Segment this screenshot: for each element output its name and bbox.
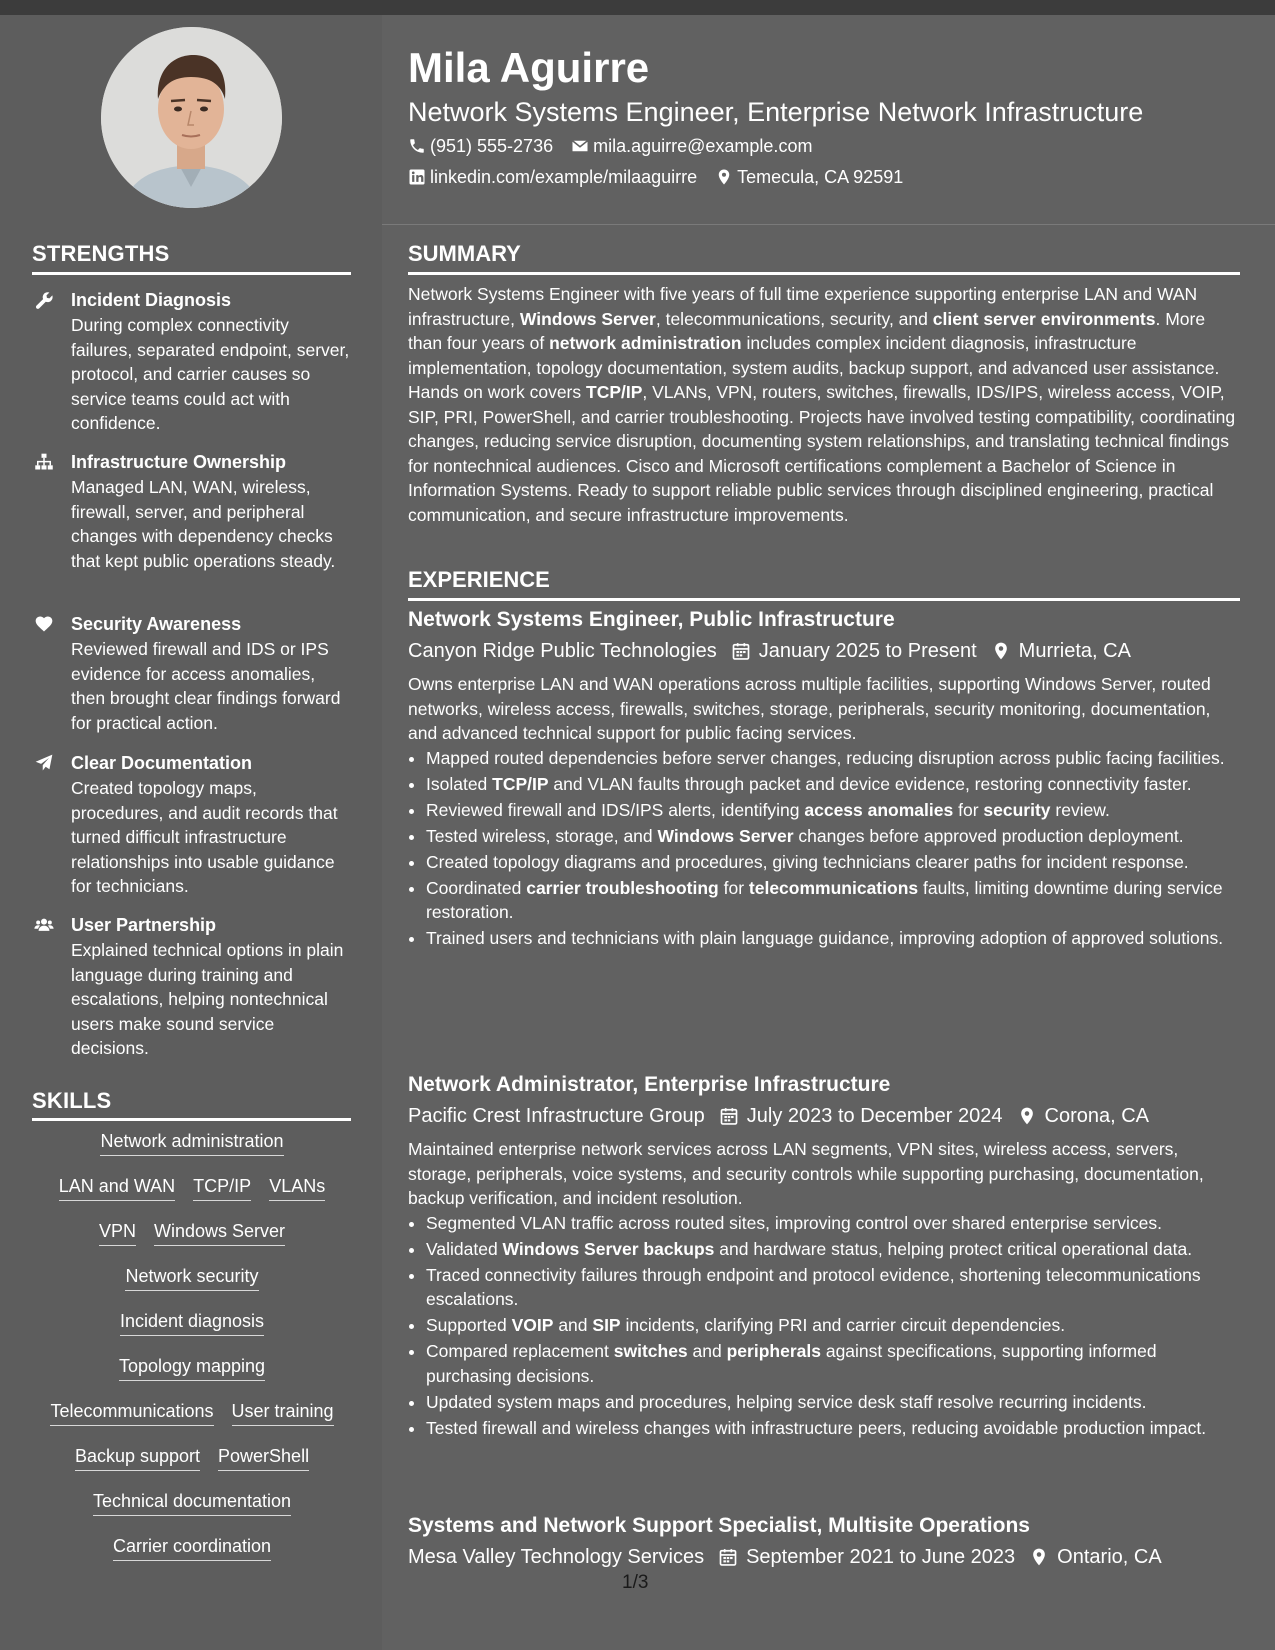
job-bullet: • Isolated TCP/IP and VLAN faults through packet and device evidence, restoring connectivity faster. — [426, 772, 1240, 797]
envelope-icon — [571, 137, 589, 155]
job-location: Ontario, CA — [1057, 1546, 1162, 1568]
map-pin-icon — [1029, 1547, 1049, 1567]
job-title: Systems and Network Support Specialist, Multisite Operations — [408, 1514, 1030, 1537]
phone-item[interactable] — [408, 134, 553, 158]
job-entry — [408, 1071, 1240, 1442]
job-bullet: • Reviewed firewall and IDS/IPS alerts, identifying access anomalies for security review. — [426, 798, 1240, 823]
strength-title: User Partnership — [71, 915, 217, 935]
phone-text: (951) 555-2736 — [430, 136, 554, 156]
job-description: Maintained enterprise network services across LAN segments, VPN sites, wireless access, servers, storage, peripherals, voice systems, and security controls while supporting purchasing, documentation, backup verification, and incident resolution. — [408, 1139, 1204, 1208]
candidate-name: Mila Aguirre — [408, 44, 650, 91]
page-number: 1/3 — [622, 1572, 649, 1593]
calendar-icon — [731, 641, 751, 661]
job-dates: January 2025 to Present — [758, 640, 977, 662]
job-title: Network Systems Engineer, Public Infrastructure — [408, 608, 895, 631]
skill-row — [32, 1400, 352, 1445]
skill-tag: LAN and WAN — [59, 1175, 175, 1201]
job-location: Corona, CA — [1044, 1105, 1149, 1127]
job-bullet: • Validated Windows Server backups and hardware status, helping protect critical operational data. — [426, 1237, 1240, 1262]
strengths-rule — [32, 272, 351, 275]
experience-rule — [408, 598, 1240, 601]
job-meta — [408, 636, 1240, 666]
heart-icon — [32, 614, 56, 634]
skill-tag: VLANs — [269, 1175, 325, 1201]
job-bullet: • Coordinated carrier troubleshooting for telecommunications faults, limiting downtime during service restoration. — [426, 876, 1240, 925]
top-bar — [0, 0, 1275, 15]
calendar-icon — [718, 1547, 738, 1567]
calendar-icon — [719, 1106, 739, 1126]
job-company: Canyon Ridge Public Technologies — [408, 640, 717, 662]
job-bullets — [408, 746, 1240, 951]
job-bullet: • Mapped routed dependencies before server changes, reducing disruption across public facing facilities. — [426, 746, 1240, 771]
job-bullets — [408, 1211, 1240, 1441]
skill-tag: VPN — [99, 1220, 136, 1246]
skill-tag: PowerShell — [218, 1445, 309, 1471]
avatar — [101, 27, 282, 208]
skill-tag: Network administration — [100, 1130, 283, 1156]
email-text: mila.aguirre@example.com — [593, 136, 813, 156]
job-company: Mesa Valley Technology Services — [408, 1546, 705, 1568]
strength-desc: Reviewed firewall and IDS or IPS evidence for access anomalies, then brought clear findings forward for practical action. — [71, 639, 341, 733]
job-bullet: • Trained users and technicians with plain language guidance, improving adoption of approved solutions. — [426, 926, 1240, 951]
job-description: Owns enterprise LAN and WAN operations across multiple facilities, supporting Windows Server, routed networks, wireless access, firewalls, switches, storage, peripherals, security monitoring, documentation, and advanced technical support for public facing services. — [408, 674, 1211, 743]
skill-tag: TCP/IP — [193, 1175, 251, 1201]
job-bullet: • Tested firewall and wireless changes with infrastructure peers, reducing avoidable production impact. — [426, 1416, 1240, 1441]
job-location: Murrieta, CA — [1018, 640, 1131, 662]
job-bullet: • Tested wireless, storage, and Windows Server changes before approved production deployment. — [426, 824, 1240, 849]
experience-title: EXPERIENCE — [408, 567, 550, 592]
skill-row — [32, 1310, 352, 1355]
job-dates: September 2021 to June 2023 — [746, 1546, 1016, 1568]
header-divider — [382, 224, 1275, 225]
job-meta — [408, 1101, 1240, 1131]
job-title: Network Administrator, Enterprise Infrastructure — [408, 1073, 891, 1096]
strength-title: Infrastructure Ownership — [71, 452, 287, 472]
job-dates: July 2023 to December 2024 — [746, 1105, 1003, 1127]
skill-row — [32, 1535, 352, 1580]
skills-title: SKILLS — [32, 1088, 112, 1113]
strength-title: Security Awareness — [71, 614, 242, 634]
users-icon — [32, 915, 56, 935]
job-meta — [408, 1542, 1240, 1572]
location-text: Temecula, CA 92591 — [737, 167, 904, 187]
map-pin-icon — [715, 168, 733, 186]
job-bullet: • Supported VOIP and SIP incidents, clarifying PRI and carrier circuit dependencies. — [426, 1313, 1240, 1338]
summary-rule — [408, 272, 1240, 275]
job-bullet: • Compared replacement switches and peripherals against specifications, supporting informed purchasing decisions. — [426, 1339, 1240, 1388]
sitemap-icon — [32, 452, 56, 472]
phone-icon — [408, 137, 426, 155]
strength-desc: Explained technical options in plain language during training and escalations, helping nontechnical users make sound service decisions. — [71, 940, 344, 1058]
job-entry — [408, 1512, 1240, 1572]
job-bullet: • Updated system maps and procedures, helping service desk staff resolve recurring incidents. — [426, 1390, 1240, 1415]
wrench-icon — [32, 290, 56, 310]
strengths-title: STRENGTHS — [32, 241, 170, 266]
summary-text: Network Systems Engineer with five years of full time experience supporting enterprise LAN and WAN infrastructure, Windows Server, telecommunications, security, and client server environments. More than four years of network administration includes complex incident diagnosis, infrastructure implementation, topology documentation, system audits, backup support, and advanced user assistance. Hands on work covers TCP/IP, VLANs, VPN, routers, switches, firewalls, IDS/IPS, wireless access, VOIP, SIP, PRI, PowerShell, and carrier troubleshooting. Projects have involved testing compatibility, coordinating changes, reducing service disruption, documenting system relationships, and translating technical findings for nontechnical audiences. Cisco and Microsoft certifications complement a Bachelor of Science in Information Systems. Ready to support reliable public services through disciplined engineering, practical communication, and secure infrastructure improvements. — [408, 284, 1236, 525]
skill-tag: User training — [232, 1400, 334, 1426]
job-bullet: • Segmented VLAN traffic across routed sites, improving control over shared enterprise services. — [426, 1211, 1240, 1236]
strength-desc: Created topology maps, procedures, and audit records that turned difficult infrastructure relationships into usable guidance for technicians. — [71, 778, 338, 896]
location-item — [715, 165, 903, 189]
skill-tag: Windows Server — [154, 1220, 285, 1246]
strength-desc: Managed LAN, WAN, wireless, firewall, server, and peripheral changes with dependency checks that kept public operations steady. — [71, 477, 336, 571]
map-pin-icon — [991, 641, 1011, 661]
strength-title: Clear Documentation — [71, 753, 253, 773]
skill-row — [32, 1175, 352, 1220]
skills-list — [32, 1130, 352, 1580]
strength-title: Incident Diagnosis — [71, 290, 232, 310]
skill-tag: Incident diagnosis — [120, 1310, 264, 1336]
contact-row-2 — [408, 165, 921, 189]
linkedin-text: linkedin.com/example/milaaguirre — [430, 167, 698, 187]
skill-row — [32, 1445, 352, 1490]
skill-tag: Technical documentation — [93, 1490, 291, 1516]
skill-tag: Telecommunications — [50, 1400, 213, 1426]
job-bullet: • Created topology diagrams and procedures, giving technicians clearer paths for incident response. — [426, 850, 1240, 875]
summary-title: SUMMARY — [408, 241, 521, 266]
headline: Network Systems Engineer, Enterprise Network Infrastructure — [408, 97, 1144, 127]
linkedin-icon — [408, 168, 426, 186]
email-item[interactable] — [571, 134, 812, 158]
contact-row-1 — [408, 134, 830, 158]
skill-tag: Carrier coordination — [113, 1535, 271, 1561]
job-company: Pacific Crest Infrastructure Group — [408, 1105, 705, 1127]
job-entry — [408, 606, 1240, 952]
strength-desc: During complex connectivity failures, separated endpoint, server, protocol, and carrier causes so service teams could act with confidence. — [71, 315, 350, 433]
paper-plane-icon — [32, 753, 56, 773]
job-bullet: • Traced connectivity failures through endpoint and protocol evidence, shortening telecommunications escalations. — [426, 1263, 1240, 1312]
skill-row — [32, 1130, 352, 1175]
skills-rule — [32, 1118, 351, 1121]
skill-row — [32, 1490, 352, 1535]
skill-tag: Topology mapping — [119, 1355, 265, 1381]
skill-tag: Backup support — [75, 1445, 200, 1471]
skill-row — [32, 1265, 352, 1310]
linkedin-item[interactable] — [408, 165, 697, 189]
map-pin-icon — [1017, 1106, 1037, 1126]
skill-row — [32, 1220, 352, 1265]
skill-row — [32, 1355, 352, 1400]
skill-tag: Network security — [125, 1265, 258, 1291]
